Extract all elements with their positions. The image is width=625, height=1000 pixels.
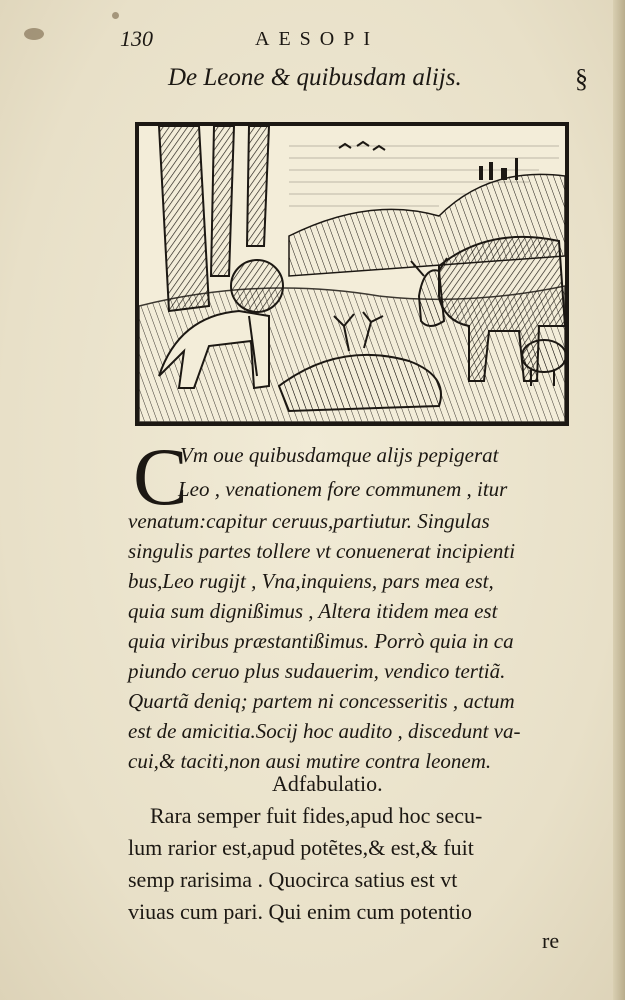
ink-stain [24, 28, 44, 40]
body-line: quia sum dignißimus , Altera itidem mea est [128, 599, 498, 623]
moral-heading: Adfabulatio. [272, 771, 383, 796]
fable-title: De Leone & quibusdam alijs. [168, 64, 462, 91]
moral-line: Rara semper fuit fides,apud hoc secu- [150, 803, 483, 828]
body-line: Vm oue quibusdamque alijs pepigerat [180, 443, 499, 467]
body-line: piundo ceruo plus sudauerim, vendico tertiã. [128, 659, 506, 683]
fable-title-line [168, 64, 588, 100]
moral-line: viuas cum pari. Qui enim cum potentio [128, 899, 472, 924]
body-line: Quartã deniq; partem ni concesseritis , actum [128, 689, 515, 713]
body-line: Leo , venationem fore communem , itur [178, 477, 508, 501]
page-header [120, 26, 600, 56]
running-head: AESOPI [255, 28, 380, 50]
woodcut-illustration [135, 122, 569, 426]
body-line: bus,Leo rugijt , Vna,inquiens, pars mea est, [128, 569, 494, 593]
body-line: venatum:capitur ceruus,partiutur. Singulas [128, 509, 490, 533]
moral-line: lum rarior est,apud potẽtes,& est,& fuit [128, 835, 474, 860]
catchword: re [542, 928, 560, 953]
body-line: singulis partes tollere vt conuenerat incipienti [128, 539, 516, 563]
page-number: 130 [120, 26, 153, 51]
body-line: cui,& taciti,non ausi mutire contra leonem. [128, 749, 492, 773]
drop-cap: C [133, 431, 188, 522]
ink-stain [112, 12, 119, 19]
woodcut-drawing [139, 126, 565, 422]
body-line: est de amicitia.Socij hoc audito , discedunt va- [128, 719, 521, 743]
moral-line: semp rarisima . Quocirca satius est vt [128, 867, 458, 892]
section-mark: § [575, 64, 588, 93]
page-edge [613, 0, 625, 1000]
body-line: quia viribus præstantißimus. Porrò quia in ca [128, 629, 514, 653]
